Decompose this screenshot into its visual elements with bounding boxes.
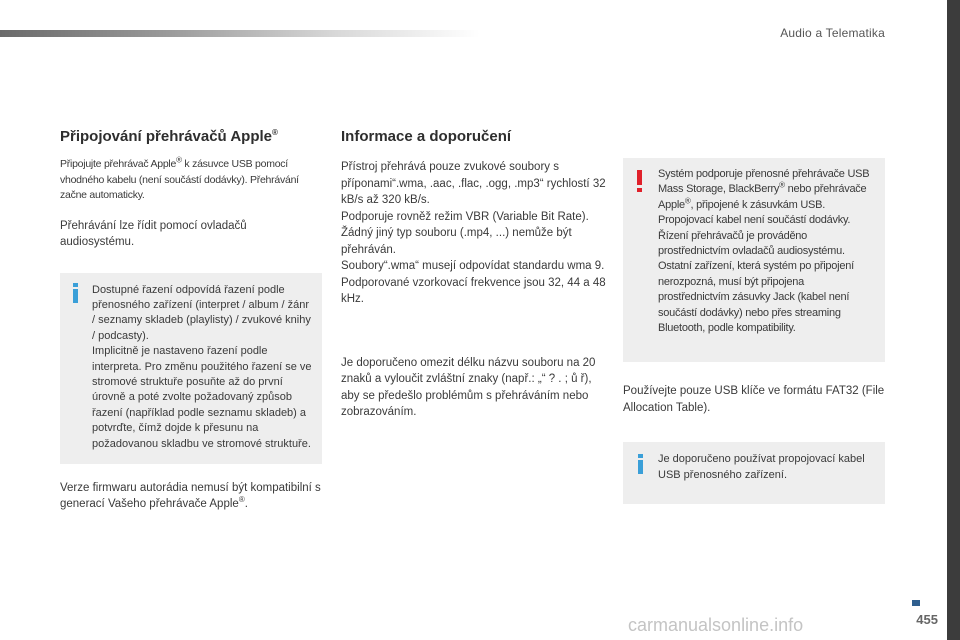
paragraph-sample-rates: Podporované vzorkovací frekvence jsou 32, 44 a 48 kHz. xyxy=(341,276,606,305)
paragraph-fat32: Používejte pouze USB klíče ve formátu FAT32 (File Allocation Table). xyxy=(623,385,885,414)
paragraph-filename-length: Je doporučeno omezit délku názvu souboru na 20 znaků a vyloučit zvláštní znaky (např.: „“ ? . ; ů ř), aby se předešlo problémům s přehráváním nebo zobrazováním. xyxy=(341,356,596,418)
info-box-sorting xyxy=(60,273,322,464)
warning-icon xyxy=(637,170,642,192)
paragraph-wma: Soubory“.wma“ musejí odpovídat standardu wma 9. xyxy=(341,260,605,272)
page-number: 455 xyxy=(916,612,938,627)
paragraph-file-types: Přístroj přehrává pouze zvukové soubory s příponami“.wma, .aac, .flac, .ogg, .mp3“ rychlostí 32 kB/s až 320 kB/s. xyxy=(341,161,606,206)
header-gradient-bar xyxy=(0,30,480,37)
paragraph-connect-apple: Připojujte přehrávač Apple® k zásuvce USB pomocí vhodného kabelu (není součástí dodávky). Přehrávání začne automaticky. xyxy=(60,155,299,201)
info-box-cable xyxy=(623,442,885,504)
paragraph-other-types: Žádný jiný typ souboru (.mp4, ...) nemůže být přehráván. xyxy=(341,227,572,256)
info-sorting-text-2: Implicitně je nastaveno řazení podle interpreta. Pro změnu použitého řazení se ve stromové struktuře posuňte až do první úrovně a poté zvolte požadovaný způsob řazení (například podle seznamu skladeb) a potvrďte, čímž dojde k přesunu na požadovanou skladbu ve stromové struktuře. xyxy=(92,345,312,450)
info-sorting-text-1: Dostupné řazení odpovídá řazení podle přenosného zařízení (interpret / album / žánr / seznamy skladeb (playlisty) / zvukové knihy / podcasty). xyxy=(92,283,311,342)
info-icon xyxy=(638,454,643,474)
section-title: Audio a Telematika xyxy=(780,26,885,40)
warning-box-usb xyxy=(623,158,885,362)
warning-text-1: Systém podporuje přenosné přehrávače USB Mass Storage, BlackBerry® nebo přehrávače Apple®, připojené k zásuvkám USB. Propojovací kabel není součástí dodávky. xyxy=(658,168,870,227)
page-edge-bar xyxy=(947,0,960,640)
warning-text-3: Ostatní zařízení, která systém po připojení nerozpozná, musí být připojena prostřednictvím zásuvky Jack (kabel není součástí dodávky) nebo přes streaming Bluetooth, podle kompatibility. xyxy=(658,260,854,335)
column-apple-players xyxy=(60,128,322,513)
page-marker xyxy=(912,600,920,606)
heading-apple-players: Připojování přehrávačů Apple® xyxy=(60,128,278,145)
paragraph-firmware: Verze firmwaru autorádia nemusí být kompatibilní s generací Vašeho přehrávače Apple®. xyxy=(60,481,321,511)
column-info-recommendations xyxy=(341,128,606,421)
column-usb-notes xyxy=(623,158,885,504)
info-icon xyxy=(73,283,78,303)
heading-info-recommendations: Informace a doporučení xyxy=(341,128,512,145)
paragraph-control: Přehrávání lze řídit pomocí ovladačů audiosystému. xyxy=(60,219,247,248)
watermark-text: carmanualsonline.info xyxy=(628,615,804,635)
warning-text-2: Řízení přehrávačů je prováděno prostřednictvím ovladačů audiosystému. xyxy=(658,229,845,258)
info-cable-text: Je doporučeno používat propojovací kabel USB přenosného zařízení. xyxy=(658,453,865,481)
paragraph-vbr: Podporuje rovněž režim VBR (Variable Bit Rate). xyxy=(341,210,589,223)
